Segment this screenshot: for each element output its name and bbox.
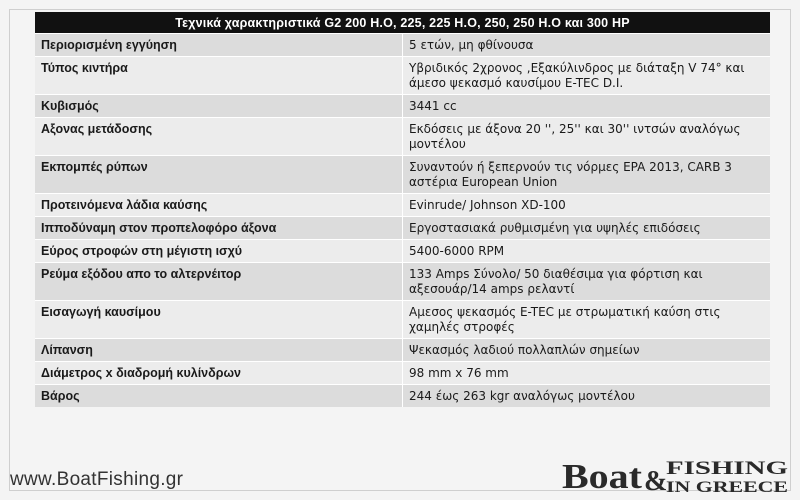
spec-label: Βάρος: [35, 385, 403, 408]
spec-label: Ιπποδύναμη στον προπελοφόρο άξονα: [35, 217, 403, 240]
table-row: [35, 194, 770, 217]
table-header-row: [35, 12, 770, 34]
spec-label: Εισαγωγή καυσίμου: [35, 301, 403, 339]
spec-value: 244 έως 263 kgr αναλόγως μοντέλου: [403, 385, 771, 408]
spec-label: Λίπανση: [35, 339, 403, 362]
spec-value: Εκδόσεις με άξονα 20 '', 25'' και 30'' ιντσών αναλόγως μοντέλου: [403, 118, 771, 156]
spec-value: Evinrude/ Johnson XD-100: [403, 194, 771, 217]
table-row: [35, 385, 770, 408]
spec-value: Ψεκασμός λαδιού πολλαπλών σημείων: [403, 339, 771, 362]
table-row: [35, 118, 770, 156]
logo-word-boat: Boat: [562, 457, 643, 495]
logo-word-ingreece: IN GREECE: [666, 479, 788, 495]
table-row: [35, 240, 770, 263]
spec-label: Κυβισμός: [35, 95, 403, 118]
spec-value: Υβριδικός 2χρονος ,Εξακύλινδρος με διάταξη V 74° και άμεσο ψεκασμό καυσίμου E-TEC D.I.: [403, 57, 771, 95]
table-row: [35, 339, 770, 362]
spec-label: Διάμετρος x διαδρομή κυλίνδρων: [35, 362, 403, 385]
boatfishing-logo: [562, 457, 790, 495]
logo-ampersand: &: [644, 466, 668, 495]
spec-label: Ρεύμα εξόδου απο το αλτερνέιτορ: [35, 263, 403, 301]
table-row: [35, 156, 770, 194]
spec-value: 98 mm x 76 mm: [403, 362, 771, 385]
spec-label: Εκπομπές ρύπων: [35, 156, 403, 194]
spec-value: Αμεσος ψεκασμός E-TEC με στρωματική καύση στις χαμηλές στροφές: [403, 301, 771, 339]
spec-label: Εύρος στροφών στη μέγιστη ισχύ: [35, 240, 403, 263]
specifications-table: [35, 12, 770, 407]
table-body: [35, 34, 770, 408]
table-row: [35, 34, 770, 57]
spec-label: Περιορισμένη εγγύηση: [35, 34, 403, 57]
spec-value: Εργοστασιακά ρυθμισμένη για υψηλές επιδόσεις: [403, 217, 771, 240]
table-title: Τεχνικά χαρακτηριστικά G2 200 H.O, 225, 225 H.O, 250, 250 H.O και 300 HP: [35, 12, 770, 34]
table-row: [35, 301, 770, 339]
table-row: [35, 362, 770, 385]
spec-label: Προτεινόμενα λάδια καύσης: [35, 194, 403, 217]
logo-word-fishing: FISHING: [666, 458, 789, 479]
spec-label: Αξονας μετάδοσης: [35, 118, 403, 156]
table-row: [35, 217, 770, 240]
spec-value: 3441 cc: [403, 95, 771, 118]
spec-value: Συναντούν ή ξεπερνούν τις νόρμες EPA 2013, CARB 3 αστέρια European Union: [403, 156, 771, 194]
table-row: [35, 95, 770, 118]
table-row: [35, 57, 770, 95]
spec-value: 133 Amps Σύνολο/ 50 διαθέσιμα για φόρτιση και αξεσουάρ/14 amps ρελαντί: [403, 263, 771, 301]
spec-value: 5400-6000 RPM: [403, 240, 771, 263]
table-row: [35, 263, 770, 301]
spec-label: Τύπος κιντήρα: [35, 57, 403, 95]
website-url[interactable]: www.BoatFishing.gr: [10, 469, 184, 490]
spec-value: 5 ετών, μη φθίνουσα: [403, 34, 771, 57]
